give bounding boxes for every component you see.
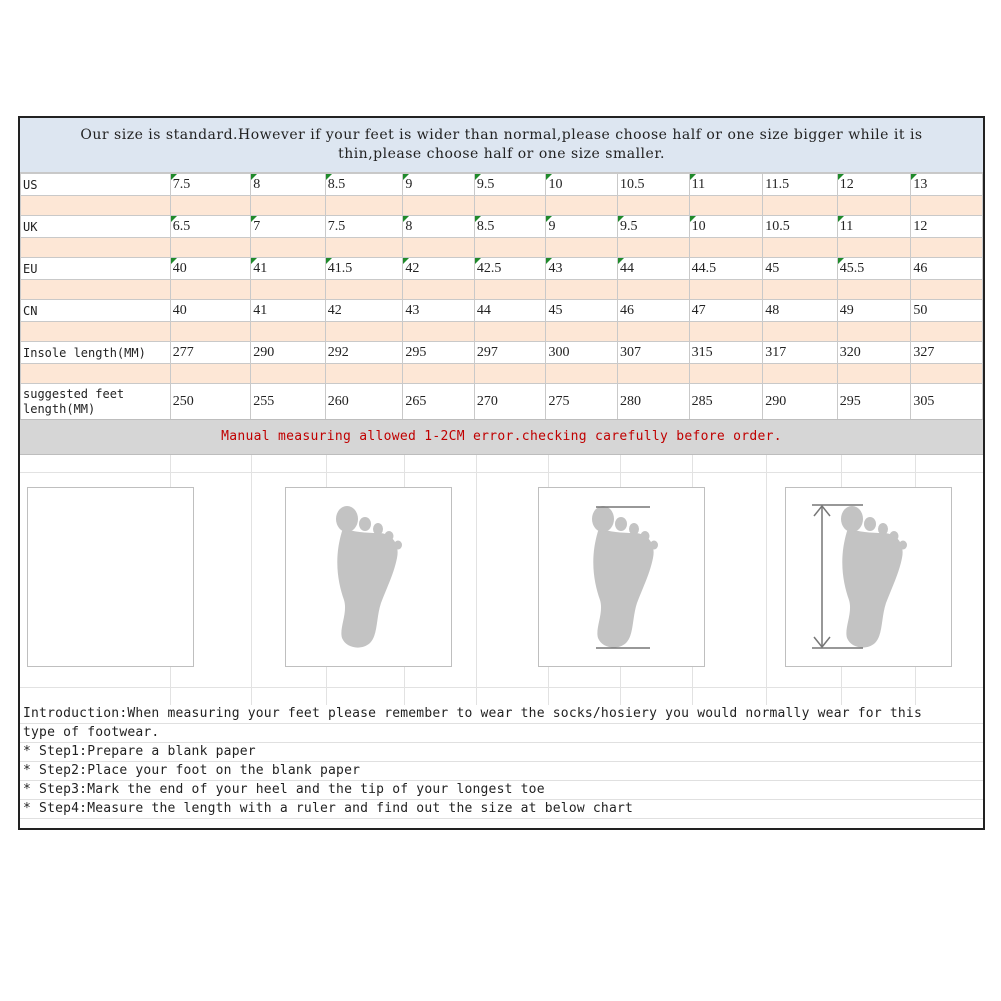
row-label: CN bbox=[21, 300, 171, 322]
size-cell: 7 bbox=[251, 216, 326, 238]
grid-line bbox=[20, 472, 983, 473]
size-cell: 277 bbox=[170, 342, 250, 364]
comment-marker bbox=[475, 174, 481, 180]
mark-heel-toe-panel bbox=[538, 487, 705, 667]
size-cell: 320 bbox=[837, 342, 911, 364]
comment-marker bbox=[475, 258, 481, 264]
measuring-steps-illustration bbox=[20, 455, 983, 705]
size-cell: 315 bbox=[689, 342, 763, 364]
size-cell: 292 bbox=[325, 342, 403, 364]
size-cell: 44 bbox=[474, 300, 546, 322]
measuring-instructions bbox=[20, 705, 983, 819]
size-cell: 9 bbox=[546, 216, 618, 238]
row-label: UK bbox=[21, 216, 171, 238]
spacer-row bbox=[21, 238, 983, 258]
comment-marker bbox=[251, 258, 257, 264]
size-cell: 290 bbox=[251, 342, 326, 364]
measuring-error-warning: Manual measuring allowed 1-2CM error.checking carefully before order. bbox=[20, 419, 983, 455]
size-cell: 44.5 bbox=[689, 258, 763, 280]
size-cell: 7.5 bbox=[325, 216, 403, 238]
size-cell: 317 bbox=[763, 342, 838, 364]
size-cell: 8 bbox=[403, 216, 475, 238]
size-cell: 42 bbox=[403, 258, 475, 280]
grid-line bbox=[476, 455, 477, 705]
measure-length-panel bbox=[785, 487, 952, 667]
grid-line bbox=[251, 455, 252, 705]
row-label: suggested feet length(MM) bbox=[21, 384, 171, 420]
size-cell: 11 bbox=[837, 216, 911, 238]
size-cell: 8.5 bbox=[325, 174, 403, 196]
comment-marker bbox=[546, 258, 552, 264]
size-cell: 45.5 bbox=[837, 258, 911, 280]
spacer-row bbox=[21, 196, 983, 216]
row-label: EU bbox=[21, 258, 171, 280]
size-cell: 44 bbox=[618, 258, 690, 280]
size-cell: 46 bbox=[618, 300, 690, 322]
comment-marker bbox=[546, 174, 552, 180]
size-cell: 290 bbox=[763, 384, 838, 420]
size-cell: 48 bbox=[763, 300, 838, 322]
size-cell: 43 bbox=[403, 300, 475, 322]
step-3: * Step3:Mark the end of your heel and the tip of your longest toe bbox=[20, 781, 983, 800]
comment-marker bbox=[911, 174, 917, 180]
size-cell: 10 bbox=[546, 174, 618, 196]
table-row-insole-length bbox=[21, 342, 983, 364]
size-cell: 270 bbox=[474, 384, 546, 420]
size-cell: 11 bbox=[689, 174, 763, 196]
size-cell: 255 bbox=[251, 384, 326, 420]
grid-line bbox=[20, 687, 983, 688]
size-cell: 7.5 bbox=[170, 174, 250, 196]
comment-marker bbox=[403, 216, 409, 222]
size-cell: 9.5 bbox=[618, 216, 690, 238]
step-1: * Step1:Prepare a blank paper bbox=[20, 743, 983, 762]
grid-line bbox=[766, 455, 767, 705]
spacer-row bbox=[21, 280, 983, 300]
comment-marker bbox=[251, 216, 257, 222]
size-advice-header: Our size is standard.However if your feet is wider than normal,please choose half or one size bigger while it is thin,please choose half or one size smaller. bbox=[20, 118, 983, 173]
table-row-suggested-feet-length bbox=[21, 384, 983, 420]
footprint-marked-icon bbox=[539, 488, 706, 668]
size-cell: 265 bbox=[403, 384, 475, 420]
comment-marker bbox=[171, 258, 177, 264]
size-cell: 13 bbox=[911, 174, 983, 196]
size-cell: 41 bbox=[251, 258, 326, 280]
size-cell: 300 bbox=[546, 342, 618, 364]
size-cell: 46 bbox=[911, 258, 983, 280]
size-table bbox=[20, 173, 983, 420]
table-row-uk bbox=[21, 216, 983, 238]
size-cell: 10 bbox=[689, 216, 763, 238]
size-cell: 250 bbox=[170, 384, 250, 420]
size-cell: 327 bbox=[911, 342, 983, 364]
size-cell: 10.5 bbox=[763, 216, 838, 238]
size-cell: 45 bbox=[763, 258, 838, 280]
blank-paper-panel bbox=[27, 487, 194, 667]
table-row-eu bbox=[21, 258, 983, 280]
comment-marker bbox=[838, 174, 844, 180]
size-cell: 11.5 bbox=[763, 174, 838, 196]
intro-line: Introduction:When measuring your feet please remember to wear the socks/hosiery you would normally wear for this bbox=[20, 705, 983, 724]
row-label: Insole length(MM) bbox=[21, 342, 171, 364]
comment-marker bbox=[251, 174, 257, 180]
footprint-ruler-icon bbox=[786, 488, 953, 668]
comment-marker bbox=[326, 174, 332, 180]
table-row-us bbox=[21, 174, 983, 196]
step-4: * Step4:Measure the length with a ruler and find out the size at below chart bbox=[20, 800, 983, 819]
size-cell: 42.5 bbox=[474, 258, 546, 280]
comment-marker bbox=[690, 216, 696, 222]
size-cell: 43 bbox=[546, 258, 618, 280]
size-cell: 8.5 bbox=[474, 216, 546, 238]
size-cell: 297 bbox=[474, 342, 546, 364]
intro-line: type of footwear. bbox=[20, 724, 983, 743]
size-cell: 40 bbox=[170, 300, 250, 322]
spacer-row bbox=[21, 364, 983, 384]
size-cell: 12 bbox=[911, 216, 983, 238]
size-cell: 9 bbox=[403, 174, 475, 196]
comment-marker bbox=[618, 258, 624, 264]
size-cell: 260 bbox=[325, 384, 403, 420]
comment-marker bbox=[838, 216, 844, 222]
comment-marker bbox=[690, 174, 696, 180]
size-cell: 45 bbox=[546, 300, 618, 322]
comment-marker bbox=[838, 258, 844, 264]
size-cell: 41 bbox=[251, 300, 326, 322]
size-cell: 305 bbox=[911, 384, 983, 420]
table-row-cn bbox=[21, 300, 983, 322]
size-cell: 285 bbox=[689, 384, 763, 420]
size-cell: 9.5 bbox=[474, 174, 546, 196]
size-cell: 49 bbox=[837, 300, 911, 322]
size-cell: 42 bbox=[325, 300, 403, 322]
size-cell: 280 bbox=[618, 384, 690, 420]
size-cell: 41.5 bbox=[325, 258, 403, 280]
size-chart-sheet bbox=[18, 116, 985, 830]
comment-marker bbox=[546, 216, 552, 222]
size-cell: 40 bbox=[170, 258, 250, 280]
size-cell: 295 bbox=[403, 342, 475, 364]
row-label: US bbox=[21, 174, 171, 196]
foot-on-paper-panel bbox=[285, 487, 452, 667]
comment-marker bbox=[171, 216, 177, 222]
comment-marker bbox=[403, 258, 409, 264]
spacer-row bbox=[21, 322, 983, 342]
size-cell: 50 bbox=[911, 300, 983, 322]
size-cell: 307 bbox=[618, 342, 690, 364]
size-cell: 6.5 bbox=[170, 216, 250, 238]
size-cell: 295 bbox=[837, 384, 911, 420]
size-cell: 47 bbox=[689, 300, 763, 322]
size-cell: 8 bbox=[251, 174, 326, 196]
comment-marker bbox=[618, 216, 624, 222]
step-2: * Step2:Place your foot on the blank paper bbox=[20, 762, 983, 781]
comment-marker bbox=[326, 258, 332, 264]
comment-marker bbox=[403, 174, 409, 180]
size-cell: 275 bbox=[546, 384, 618, 420]
size-cell: 10.5 bbox=[618, 174, 690, 196]
comment-marker bbox=[475, 216, 481, 222]
size-cell: 12 bbox=[837, 174, 911, 196]
comment-marker bbox=[171, 174, 177, 180]
footprint-icon bbox=[286, 488, 453, 668]
